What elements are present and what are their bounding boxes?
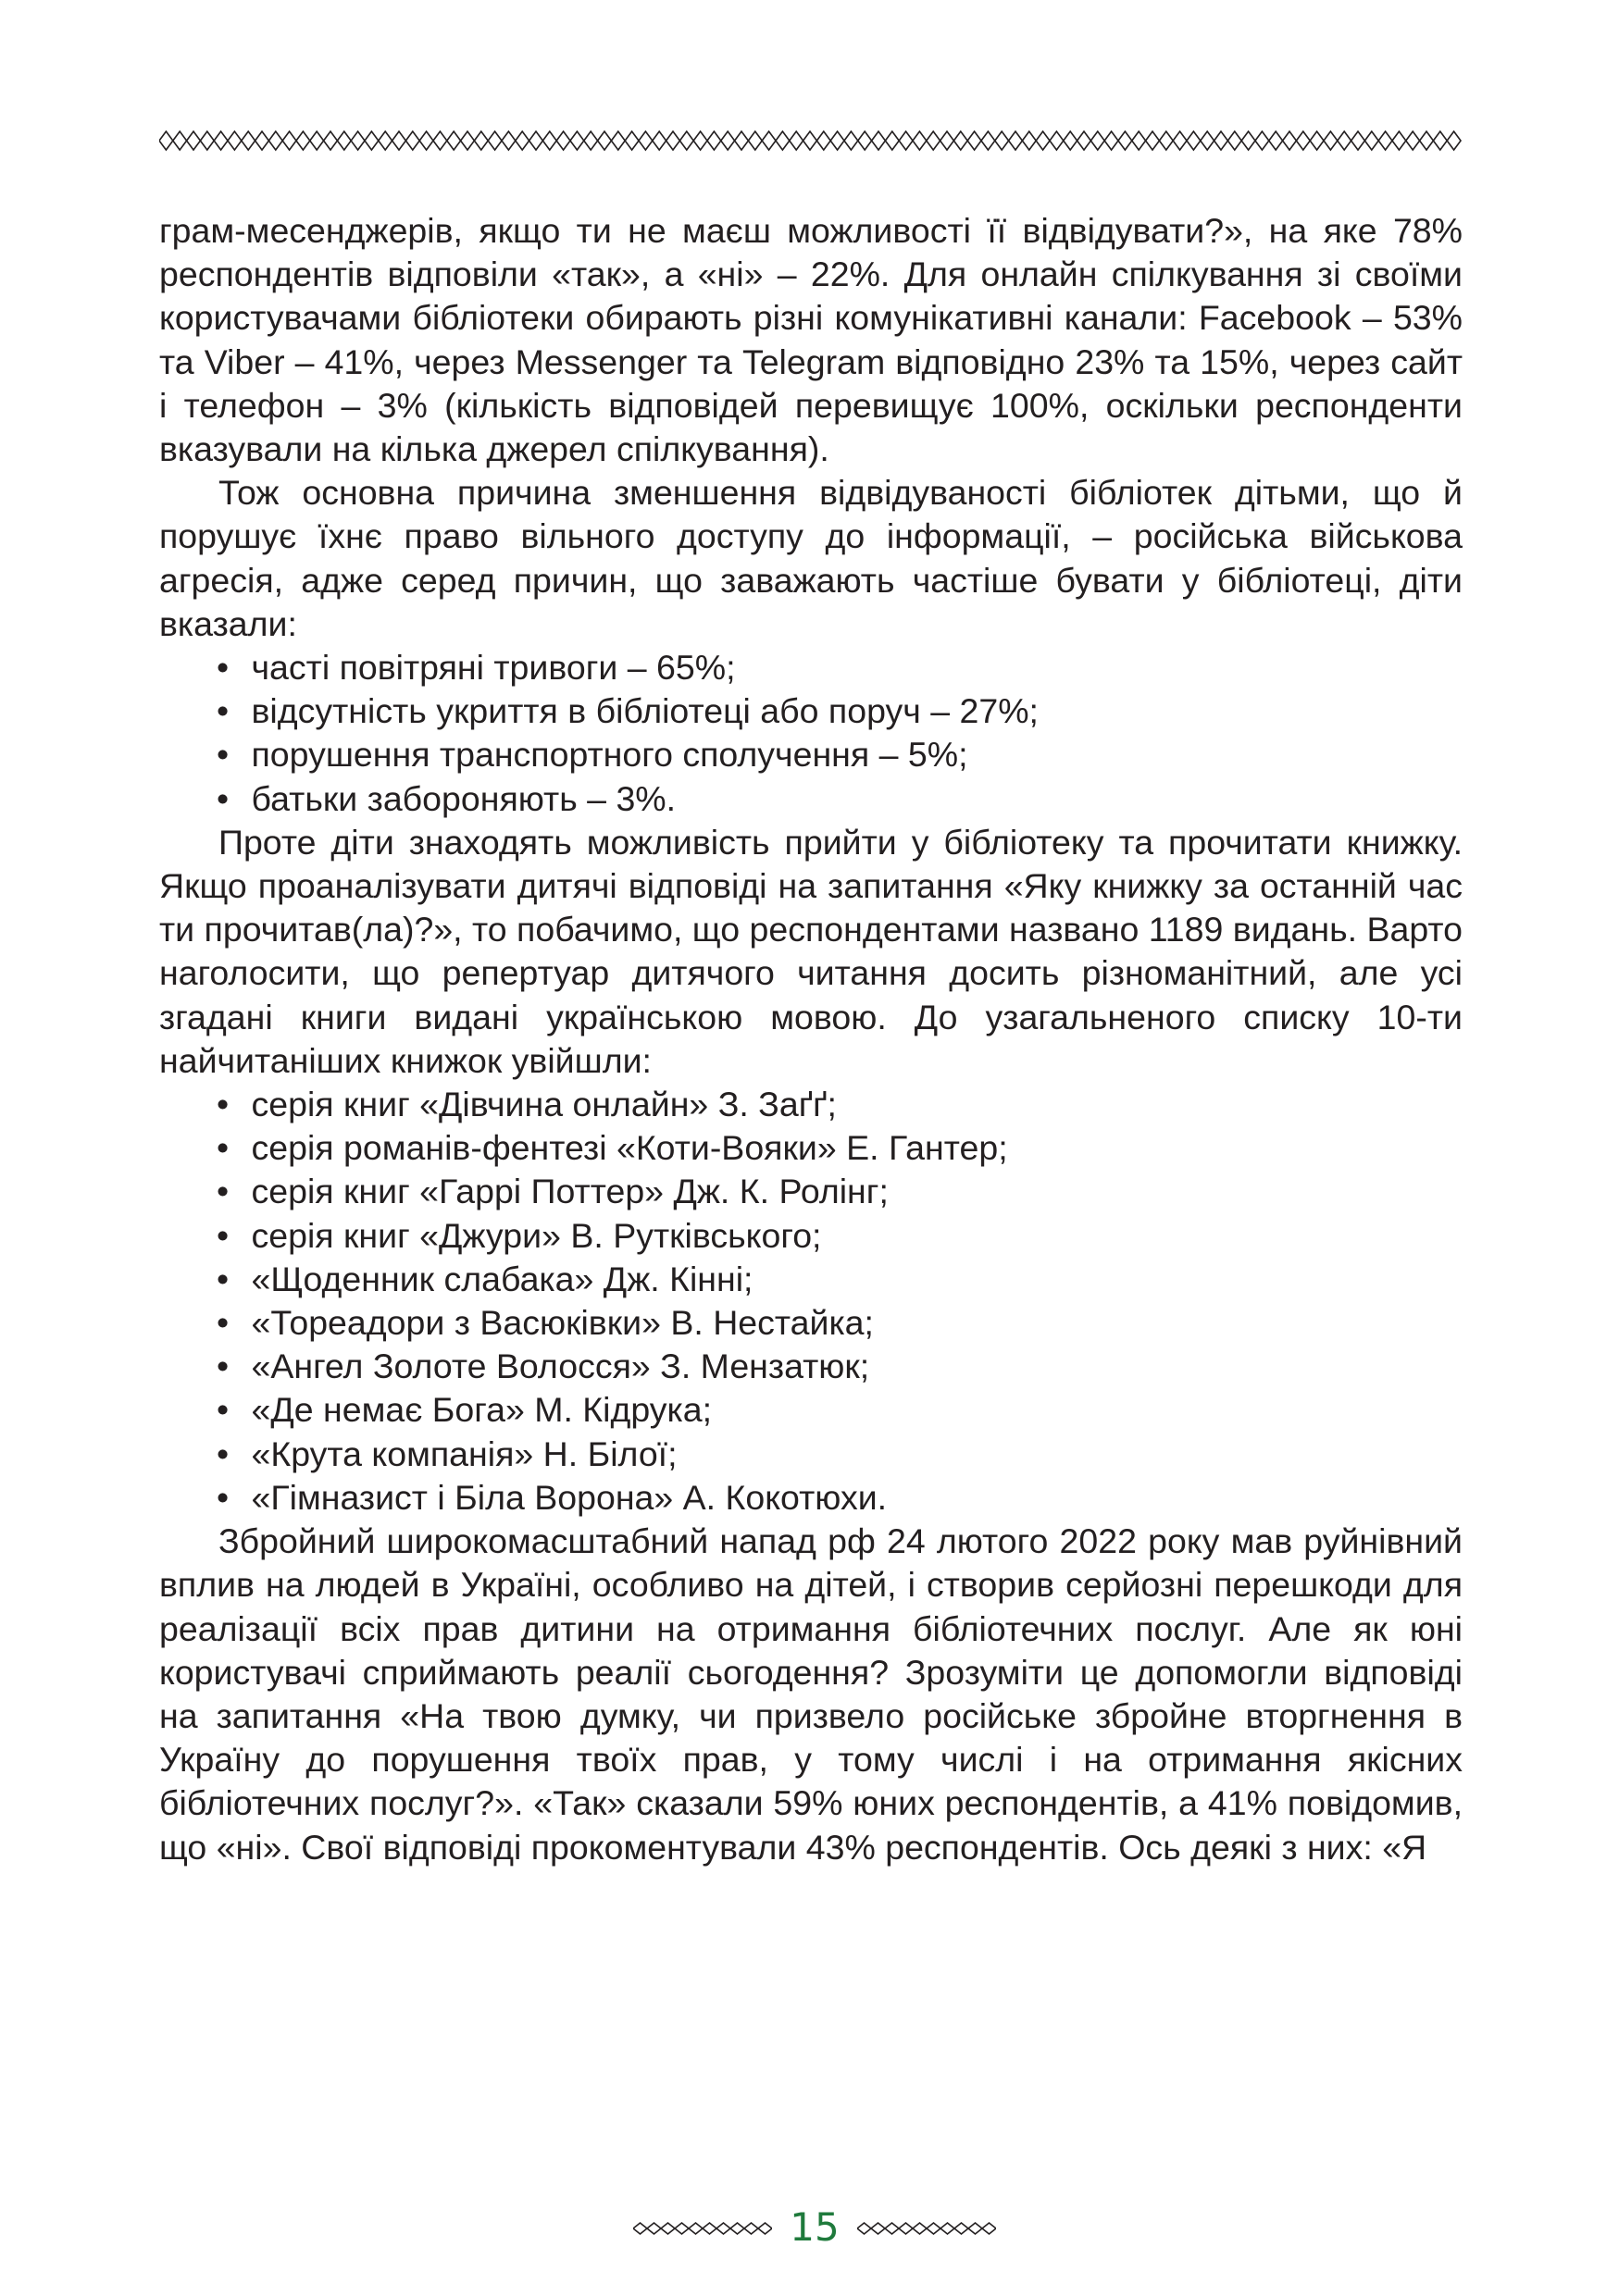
- list-item: • «Гімназист і Біла Ворона» А. Кокотюхи.: [217, 1476, 1463, 1520]
- diamond-ornament-icon: [337, 131, 351, 150]
- diamond-ornament-icon: [744, 2223, 758, 2234]
- list-item: • серія книг «Дівчина онлайн» З. Заґґ;: [217, 1083, 1463, 1126]
- bullet-icon: •: [217, 778, 230, 818]
- top-ornament-border: [159, 130, 1463, 152]
- diamond-ornament-icon: [981, 131, 995, 150]
- diamond-ornament-icon: [1447, 131, 1461, 150]
- bullet-icon: •: [217, 735, 230, 775]
- diamond-ornament-icon: [721, 131, 735, 150]
- diamond-ornament-icon: [758, 2223, 772, 2234]
- diamond-ornament-icon: [730, 2223, 744, 2234]
- diamond-ornament-icon: [1132, 131, 1146, 150]
- diamond-ornament-icon: [351, 131, 365, 150]
- diamond-ornament-icon: [639, 131, 653, 150]
- diamond-ornament-icon: [187, 131, 201, 150]
- diamond-ornament-icon: [502, 131, 516, 150]
- diamond-ornament-icon: [1146, 131, 1160, 150]
- diamond-ornament-icon: [790, 131, 803, 150]
- bullet-icon: •: [217, 1085, 230, 1124]
- diamond-ornament-icon: [1364, 131, 1378, 150]
- diamond-ornament-icon: [968, 2223, 982, 2234]
- bullet-icon: •: [217, 1172, 230, 1211]
- diamond-ornament-icon: [461, 131, 475, 150]
- diamond-ornament-icon: [268, 131, 282, 150]
- diamond-ornament-icon: [748, 131, 762, 150]
- diamond-ornament-icon: [982, 2223, 996, 2234]
- diamond-ornament-icon: [1241, 131, 1255, 150]
- diamond-ornament-icon: [1433, 131, 1447, 150]
- diamond-ornament-icon: [1090, 131, 1104, 150]
- paragraph-continuation: грам-месенджерів, якщо ти не маєш можливості її відвідувати?», на яке 78% респондентів відповіли «так», а «ні» – 22%. Для онлайн спілкування зі своїми користувачами бібліотеки обирають різні комунікативні канали: Facebook – 53% та Viber – 41%, через Messenger та Telegram відповідно 23% та 15%, через сайт і телефон – 3% (кількість відповідей перевищує 100%, оскільки респонденти вказували на кілька джерел спілкування).: [159, 211, 1463, 469]
- diamond-ornament-icon: [1420, 131, 1434, 150]
- diamond-ornament-icon: [282, 131, 296, 150]
- diamond-ornament-icon: [1159, 131, 1173, 150]
- diamond-ornament-icon: [816, 131, 830, 150]
- diamond-ornament-icon: [228, 131, 242, 150]
- diamond-ornament-icon: [776, 131, 790, 150]
- diamond-ornament-icon: [1036, 131, 1050, 150]
- diamond-ornament-icon: [830, 131, 844, 150]
- diamond-ornament-icon: [913, 2223, 927, 2234]
- diamond-ornament-icon: [858, 131, 872, 150]
- diamond-ornament-icon: [1406, 131, 1420, 150]
- diamond-ornament-icon: [679, 131, 693, 150]
- diamond-ornament-icon: [633, 2223, 647, 2234]
- diamond-ornament-icon: [324, 131, 338, 150]
- diamond-ornament-icon: [1009, 131, 1023, 150]
- diamond-ornament-icon: [872, 131, 886, 150]
- diamond-ornament-icon: [995, 131, 1009, 150]
- diamond-ornament-icon: [1296, 131, 1310, 150]
- diamond-ornament-icon: [570, 131, 584, 150]
- diamond-ornament-icon: [159, 131, 173, 150]
- diamond-ornament-icon: [954, 2223, 968, 2234]
- diamond-ornament-icon: [392, 131, 406, 150]
- diamond-ornament-icon: [661, 2223, 675, 2234]
- diamond-ornament-icon: [803, 131, 817, 150]
- footer-ornament-left: [633, 2221, 772, 2236]
- diamond-ornament-icon: [735, 131, 749, 150]
- bullet-icon: •: [217, 1259, 230, 1298]
- diamond-ornament-icon: [1077, 131, 1091, 150]
- diamond-ornament-icon: [598, 131, 612, 150]
- diamond-ornament-icon: [967, 131, 981, 150]
- diamond-ornament-icon: [1022, 131, 1036, 150]
- footer-ornament-right: [857, 2221, 996, 2236]
- diamond-ornament-icon: [1324, 131, 1338, 150]
- diamond-ornament-icon: [433, 131, 447, 150]
- reasons-list: [159, 646, 1463, 821]
- diamond-ornament-icon: [675, 2223, 689, 2234]
- diamond-ornament-icon: [927, 2223, 940, 2234]
- diamond-ornament-icon: [927, 131, 940, 150]
- diamond-ornament-icon: [365, 131, 379, 150]
- page-footer: [0, 2201, 1619, 2256]
- page-number: 15: [790, 2204, 840, 2250]
- diamond-ornament-icon: [1310, 131, 1324, 150]
- diamond-ornament-icon: [899, 2223, 913, 2234]
- diamond-ornament-icon: [940, 131, 954, 150]
- bullet-icon: •: [217, 1477, 230, 1517]
- diamond-ornament-icon: [296, 131, 310, 150]
- diamond-ornament-icon: [405, 131, 419, 150]
- diamond-ornament-icon: [1050, 131, 1064, 150]
- list-item: • «Де немає Бога» М. Кідрука;: [217, 1388, 1463, 1432]
- diamond-ornament-icon: [1227, 131, 1241, 150]
- diamond-ornament-icon: [474, 131, 488, 150]
- paragraph-reasons-intro: Тож основна причина зменшення відвідуваності бібліотек дітьми, що й порушує їхнє право вільного доступу до інформації, – російська військова агресія, адже серед причин, що заважають частіше бувати у бібліотеці, діти вказали:: [159, 473, 1463, 643]
- diamond-ornament-icon: [1269, 131, 1283, 150]
- diamond-ornament-icon: [173, 131, 187, 150]
- diamond-ornament-icon: [689, 2223, 703, 2234]
- diamond-ornament-icon: [1104, 131, 1118, 150]
- list-item: • часті повітряні тривоги – 65%;: [217, 646, 1463, 689]
- books-list: [159, 1083, 1463, 1520]
- list-item: • батьки забороняють – 3%.: [217, 777, 1463, 821]
- diamond-ornament-icon: [653, 131, 666, 150]
- diamond-ornament-icon: [857, 2223, 871, 2234]
- list-item: • серія романів-фентезі «Коти-Вояки» Е. Гантер;: [217, 1126, 1463, 1170]
- diamond-ornament-icon: [584, 131, 598, 150]
- diamond-ornament-icon: [940, 2223, 954, 2234]
- diamond-ornament-icon: [542, 131, 556, 150]
- diamond-ornament-icon: [1351, 131, 1365, 150]
- diamond-ornament-icon: [200, 131, 214, 150]
- diamond-ornament-icon: [899, 131, 913, 150]
- diamond-ornament-icon: [556, 131, 570, 150]
- diamond-ornament-icon: [844, 131, 858, 150]
- bullet-icon: •: [217, 648, 230, 688]
- list-item: • серія книг «Джури» В. Рутківського;: [217, 1214, 1463, 1258]
- diamond-ornament-icon: [693, 131, 707, 150]
- diamond-ornament-icon: [214, 131, 228, 150]
- list-item: • порушення транспортного сполучення – 5%;: [217, 733, 1463, 776]
- list-item: • серія книг «Гаррі Поттер» Дж. К. Ролінг;: [217, 1170, 1463, 1213]
- diamond-ornament-icon: [871, 2223, 885, 2234]
- diamond-ornament-icon: [310, 131, 324, 150]
- bullet-icon: •: [217, 691, 230, 731]
- diamond-ornament-icon: [762, 131, 776, 150]
- diamond-ornament-icon: [625, 131, 639, 150]
- bullet-icon: •: [217, 1433, 230, 1473]
- list-item: • «Крута компанія» Н. Білої;: [217, 1433, 1463, 1476]
- diamond-ornament-icon: [1392, 131, 1406, 150]
- diamond-ornament-icon: [885, 131, 899, 150]
- diamond-ornament-icon: [1378, 131, 1392, 150]
- list-item: • «Тореадори з Васюківки» В. Нестайка;: [217, 1301, 1463, 1345]
- paragraph-books-intro: Проте діти знаходять можливість прийти у бібліотеку та прочитати книжку. Якщо проаналізувати дитячі відповіді на запитання «Яку книжку за останній час ти прочитав(ла)?», то побачимо, що респондентами названо 1189 видань. Варто наголосити, що репертуар дитячого читання досить різноманітний, але усі згадані книги видані українською мовою. До узагальненого списку 10-ти найчитаніших книжок увійшли:: [159, 822, 1463, 1080]
- diamond-ornament-icon: [1064, 131, 1077, 150]
- list-item: • «Щоденник слабака» Дж. Кінні;: [217, 1258, 1463, 1301]
- list-item: • «Ангел Золоте Волосся» З. Мензатюк;: [217, 1345, 1463, 1388]
- diamond-ornament-icon: [666, 131, 680, 150]
- diamond-ornament-icon: [913, 131, 927, 150]
- diamond-ornament-icon: [953, 131, 967, 150]
- bullet-icon: •: [217, 1390, 230, 1430]
- list-item: • відсутність укриття в бібліотеці або поруч – 27%;: [217, 689, 1463, 733]
- diamond-ornament-icon: [488, 131, 502, 150]
- bullet-icon: •: [217, 1347, 230, 1386]
- diamond-ornament-icon: [379, 131, 392, 150]
- paragraph-invasion: Збройний широкомасштабний напад рф 24 лютого 2022 року мав руйнівний вплив на людей в Україні, особливо на дітей, і створив серйозні перешкоди для реалізації всіх прав дитини на отримання бібліотечних послуг. Але як юні користувачі сприймають реалії сьогодення? Зрозуміти це допомогли відповіді на запитання «На твою думку, чи призвело російське збройне вторгнення в Україну до порушення твоїх прав, у тому числі і на отримання якісних бібліотечних послуг?». «Так» сказали 59% юних респондентів, а 41% повідомив, що «ні». Свої відповіді прокоментували 43% респондентів. Ось деякі з них: «Я: [159, 1521, 1463, 1867]
- diamond-ornament-icon: [716, 2223, 730, 2234]
- page-content: [159, 209, 1463, 1869]
- bullet-icon: •: [217, 1215, 230, 1255]
- diamond-ornament-icon: [611, 131, 625, 150]
- diamond-ornament-icon: [885, 2223, 899, 2234]
- diamond-ornament-icon: [1338, 131, 1351, 150]
- diamond-ornament-icon: [1214, 131, 1228, 150]
- diamond-ornament-icon: [255, 131, 269, 150]
- bullet-icon: •: [217, 1128, 230, 1168]
- diamond-ornament-icon: [1118, 131, 1132, 150]
- diamond-ornament-icon: [516, 131, 529, 150]
- diamond-ornament-icon: [447, 131, 461, 150]
- diamond-ornament-icon: [1173, 131, 1187, 150]
- diamond-ornament-icon: [1283, 131, 1297, 150]
- bullet-icon: •: [217, 1303, 230, 1343]
- diamond-ornament-icon: [529, 131, 543, 150]
- diamond-ornament-icon: [703, 2223, 716, 2234]
- diamond-ornament-icon: [647, 2223, 661, 2234]
- diamond-ornament-icon: [707, 131, 721, 150]
- diamond-ornament-icon: [1187, 131, 1201, 150]
- diamond-ornament-icon: [419, 131, 433, 150]
- diamond-ornament-icon: [242, 131, 255, 150]
- diamond-ornament-icon: [1255, 131, 1269, 150]
- diamond-ornament-icon: [1201, 131, 1214, 150]
